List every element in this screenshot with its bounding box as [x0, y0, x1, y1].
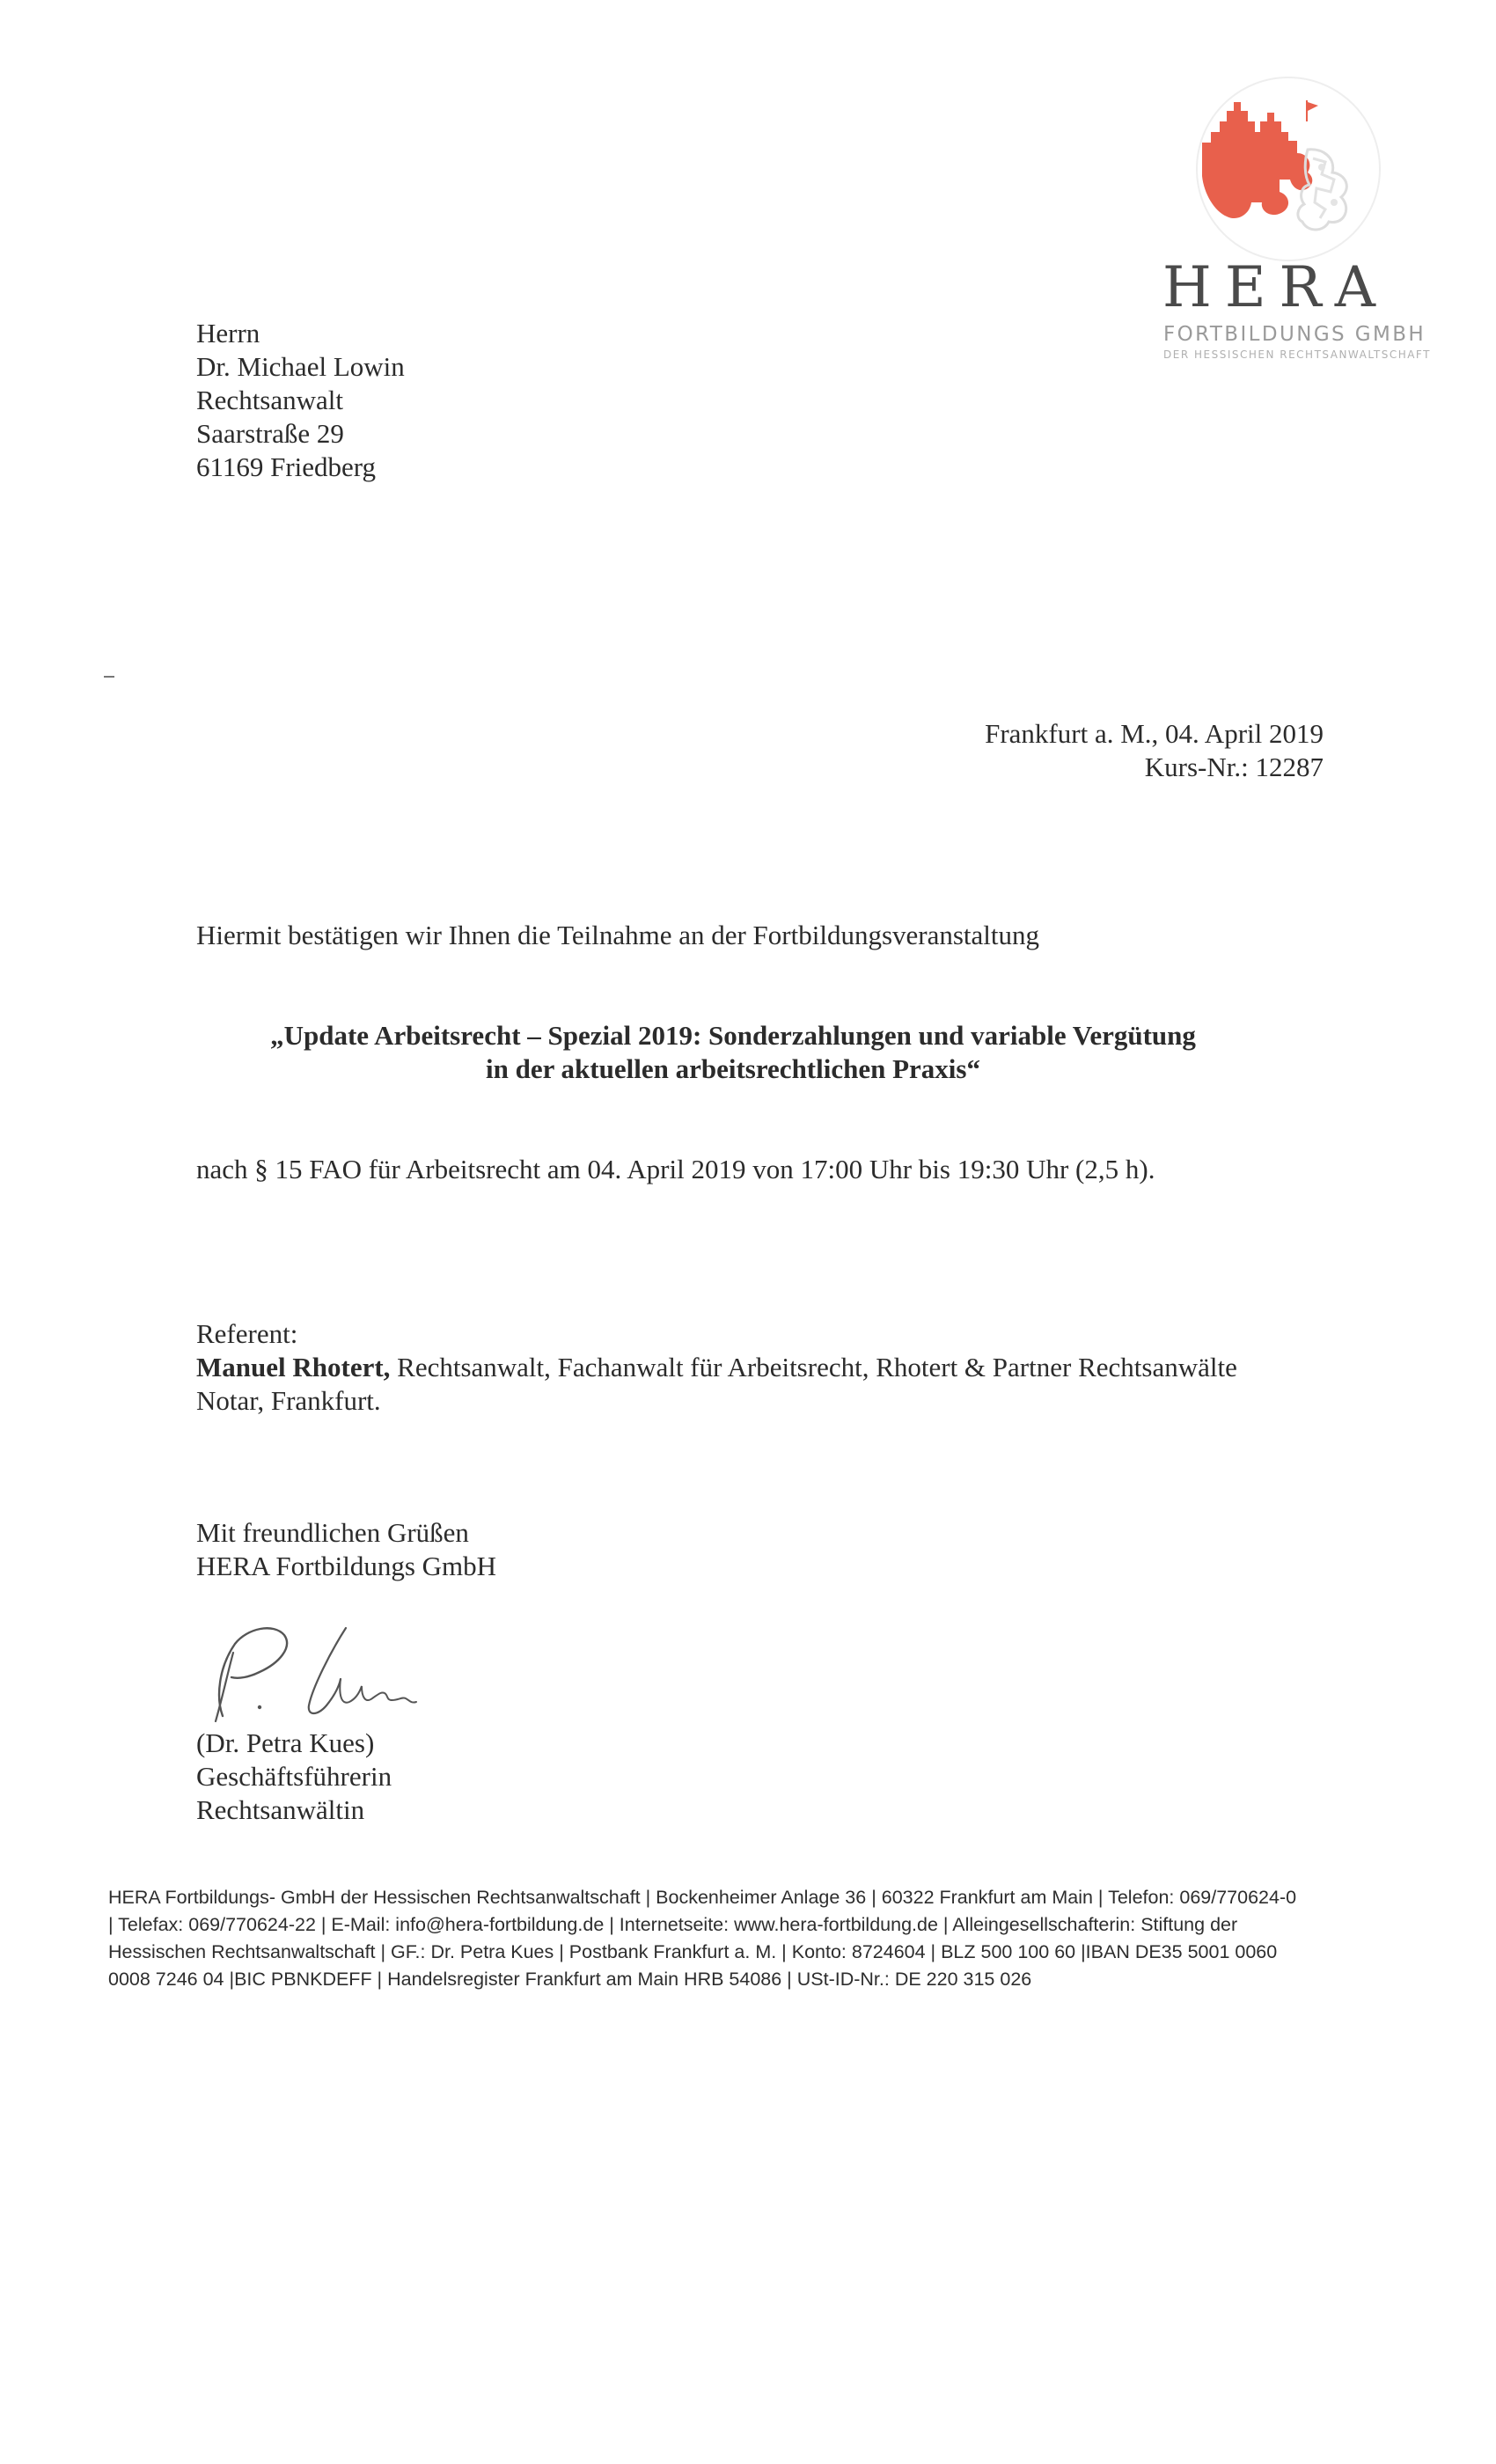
- closing-greeting: Mit freundlichen Grüßen: [196, 1517, 469, 1548]
- closing-block: [196, 1516, 496, 1583]
- recipient-name: Dr. Michael Lowin: [196, 351, 405, 382]
- footer-line-2: | Telefax: 069/770624-22 | E-Mail: info@hera-fortbildung.de | Internetseite: www.hera-fortbildung.de | Alleingesellschafterin: Stiftung der: [108, 1914, 1238, 1935]
- logo-subtitle: FORTBILDUNGS GMBH: [1163, 323, 1426, 346]
- logo-tagline: DER HESSISCHEN RECHTSANWALTSCHAFT: [1163, 348, 1431, 361]
- footer-line-3: Hessischen Rechtsanwaltschaft | GF.: Dr. Petra Kues | Postbank Frankfurt a. M. | Konto: 8724604 | BLZ 500 100 60 |IBAN DE35 5001 0060: [108, 1941, 1278, 1962]
- footer-line-1: HERA Fortbildungs- GmbH der Hessischen Rechtsanwaltschaft | Bockenheimer Anlage 36 | 60322 Frankfurt am Main | Telefon: 069/770624-0: [108, 1887, 1297, 1908]
- recipient-profession: Rechtsanwalt: [196, 385, 344, 415]
- signer-block: [196, 1727, 392, 1827]
- signer-name: (Dr. Petra Kues): [196, 1727, 375, 1758]
- fold-mark: [104, 676, 114, 678]
- handwritten-signature: [189, 1617, 471, 1736]
- recipient-address: [196, 317, 405, 484]
- recipient-salutation: Herrn: [196, 318, 260, 348]
- recipient-street: Saarstraße 29: [196, 418, 344, 449]
- referent-line-2: Notar, Frankfurt.: [196, 1385, 381, 1416]
- recipient-city: 61169 Friedberg: [196, 451, 377, 482]
- referent-name: Manuel Rhotert,: [196, 1352, 391, 1382]
- hera-logo: [1155, 70, 1431, 370]
- course-title: [196, 1019, 1270, 1086]
- date-block: [985, 717, 1324, 784]
- course-title-line-2: in der aktuellen arbeitsrechtlichen Praxis“: [486, 1053, 980, 1084]
- course-number: Kurs-Nr.: 12287: [1144, 752, 1324, 782]
- referent-label: Referent:: [196, 1318, 298, 1349]
- logo-brand-name: HERA: [1162, 255, 1389, 320]
- signer-profession: Rechtsanwältin: [196, 1794, 365, 1825]
- signer-title: Geschäftsführerin: [196, 1761, 392, 1792]
- referent-block: [196, 1317, 1237, 1418]
- referent-line-1: [196, 1351, 1237, 1384]
- course-details-line: nach § 15 FAO für Arbeitsrecht am 04. April 2019 von 17:00 Uhr bis 19:30 Uhr (2,5 h).: [196, 1154, 1155, 1184]
- intro-line: Hiermit bestätigen wir Ihnen die Teilnahme an der Fortbildungsveranstaltung: [196, 920, 1040, 950]
- referent-description: Rechtsanwalt, Fachanwalt für Arbeitsrecht, Rhotert & Partner Rechtsanwälte: [390, 1352, 1237, 1382]
- course-details: [196, 1153, 1155, 1186]
- company-footer: [108, 1884, 1411, 1993]
- course-title-line-1: „Update Arbeitsrecht – Spezial 2019: Sonderzahlungen und variable Vergütung: [270, 1020, 1196, 1051]
- footer-line-4: 0008 7246 04 |BIC PBNKDEFF | Handelsregister Frankfurt am Main HRB 54086 | USt-ID-Nr.: DE 220 315 026: [108, 1969, 1032, 1990]
- closing-company: HERA Fortbildungs GmbH: [196, 1551, 497, 1581]
- hera-emblem-icon: [1176, 70, 1396, 264]
- place-date: Frankfurt a. M., 04. April 2019: [985, 718, 1324, 749]
- intro-text: [196, 919, 1039, 952]
